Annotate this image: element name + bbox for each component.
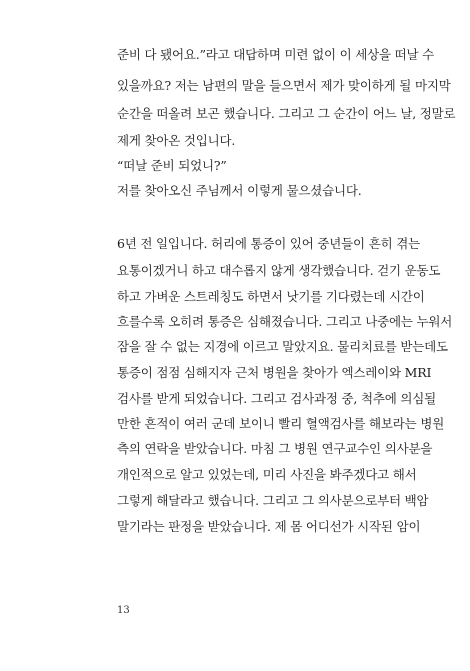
text-line: 제게 찾아온 것입니다.: [117, 133, 236, 148]
text-line: 흐를수록 오히려 통증은 심해졌습니다. 그리고 나중에는 누워서: [117, 314, 453, 329]
text-line: 개인적으로 알고 있었는데, 미리 사진을 봐주겠다고 해서: [117, 467, 417, 482]
text-line: 그렇게 해달라고 했습니다. 그리고 그 의사분으로부터 백암: [117, 493, 429, 508]
text-line: 있을까요? 저는 남편의 말을 들으면서 제가 맞이하게 될 마지막: [117, 78, 451, 93]
text-line: 통증이 점점 심해지자 근처 병원을 찾아가 엑스레이와 MRI: [117, 365, 432, 380]
page-number: 13: [117, 605, 130, 616]
text-line: 검사를 받게 되었습니다. 그리고 검사과정 중, 척추에 의심될: [117, 391, 436, 406]
text-line: 준비 다 됐어요.”라고 대답하며 미련 없이 이 세상을 떠날 수: [117, 47, 435, 62]
text-line: “떠날 준비 되었니?”: [117, 158, 227, 173]
text-line: 6년 전 일입니다. 허리에 통증이 있어 중년들이 흔히 겪는: [117, 236, 420, 251]
text-line: 저를 찾아오신 주님께서 이렇게 물으셨습니다.: [117, 183, 362, 198]
text-line: 순간을 떠올려 보곤 했습니다. 그리고 그 순간이 어느 날, 정말로: [117, 106, 456, 121]
text-line: 만한 흔적이 여러 군데 보이니 빨리 혈액검사를 해보라는 병원: [117, 416, 445, 431]
text-line: 하고 가벼운 스트레칭도 하면서 낫기를 기다렸는데 시간이: [117, 289, 425, 304]
text-line: 측의 연락을 받았습니다. 마침 그 병원 연구교수인 의사분을: [117, 441, 433, 456]
text-line: 말기라는 판정을 받았습니다. 제 몸 어디선가 시작된 암이: [117, 519, 421, 534]
text-line: 요통이겠거니 하고 대수롭지 않게 생각했습니다. 걷기 운동도: [117, 263, 441, 278]
text-line: 잠을 잘 수 없는 지경에 이르고 말았지요. 물리치료를 받는데도: [117, 339, 448, 354]
